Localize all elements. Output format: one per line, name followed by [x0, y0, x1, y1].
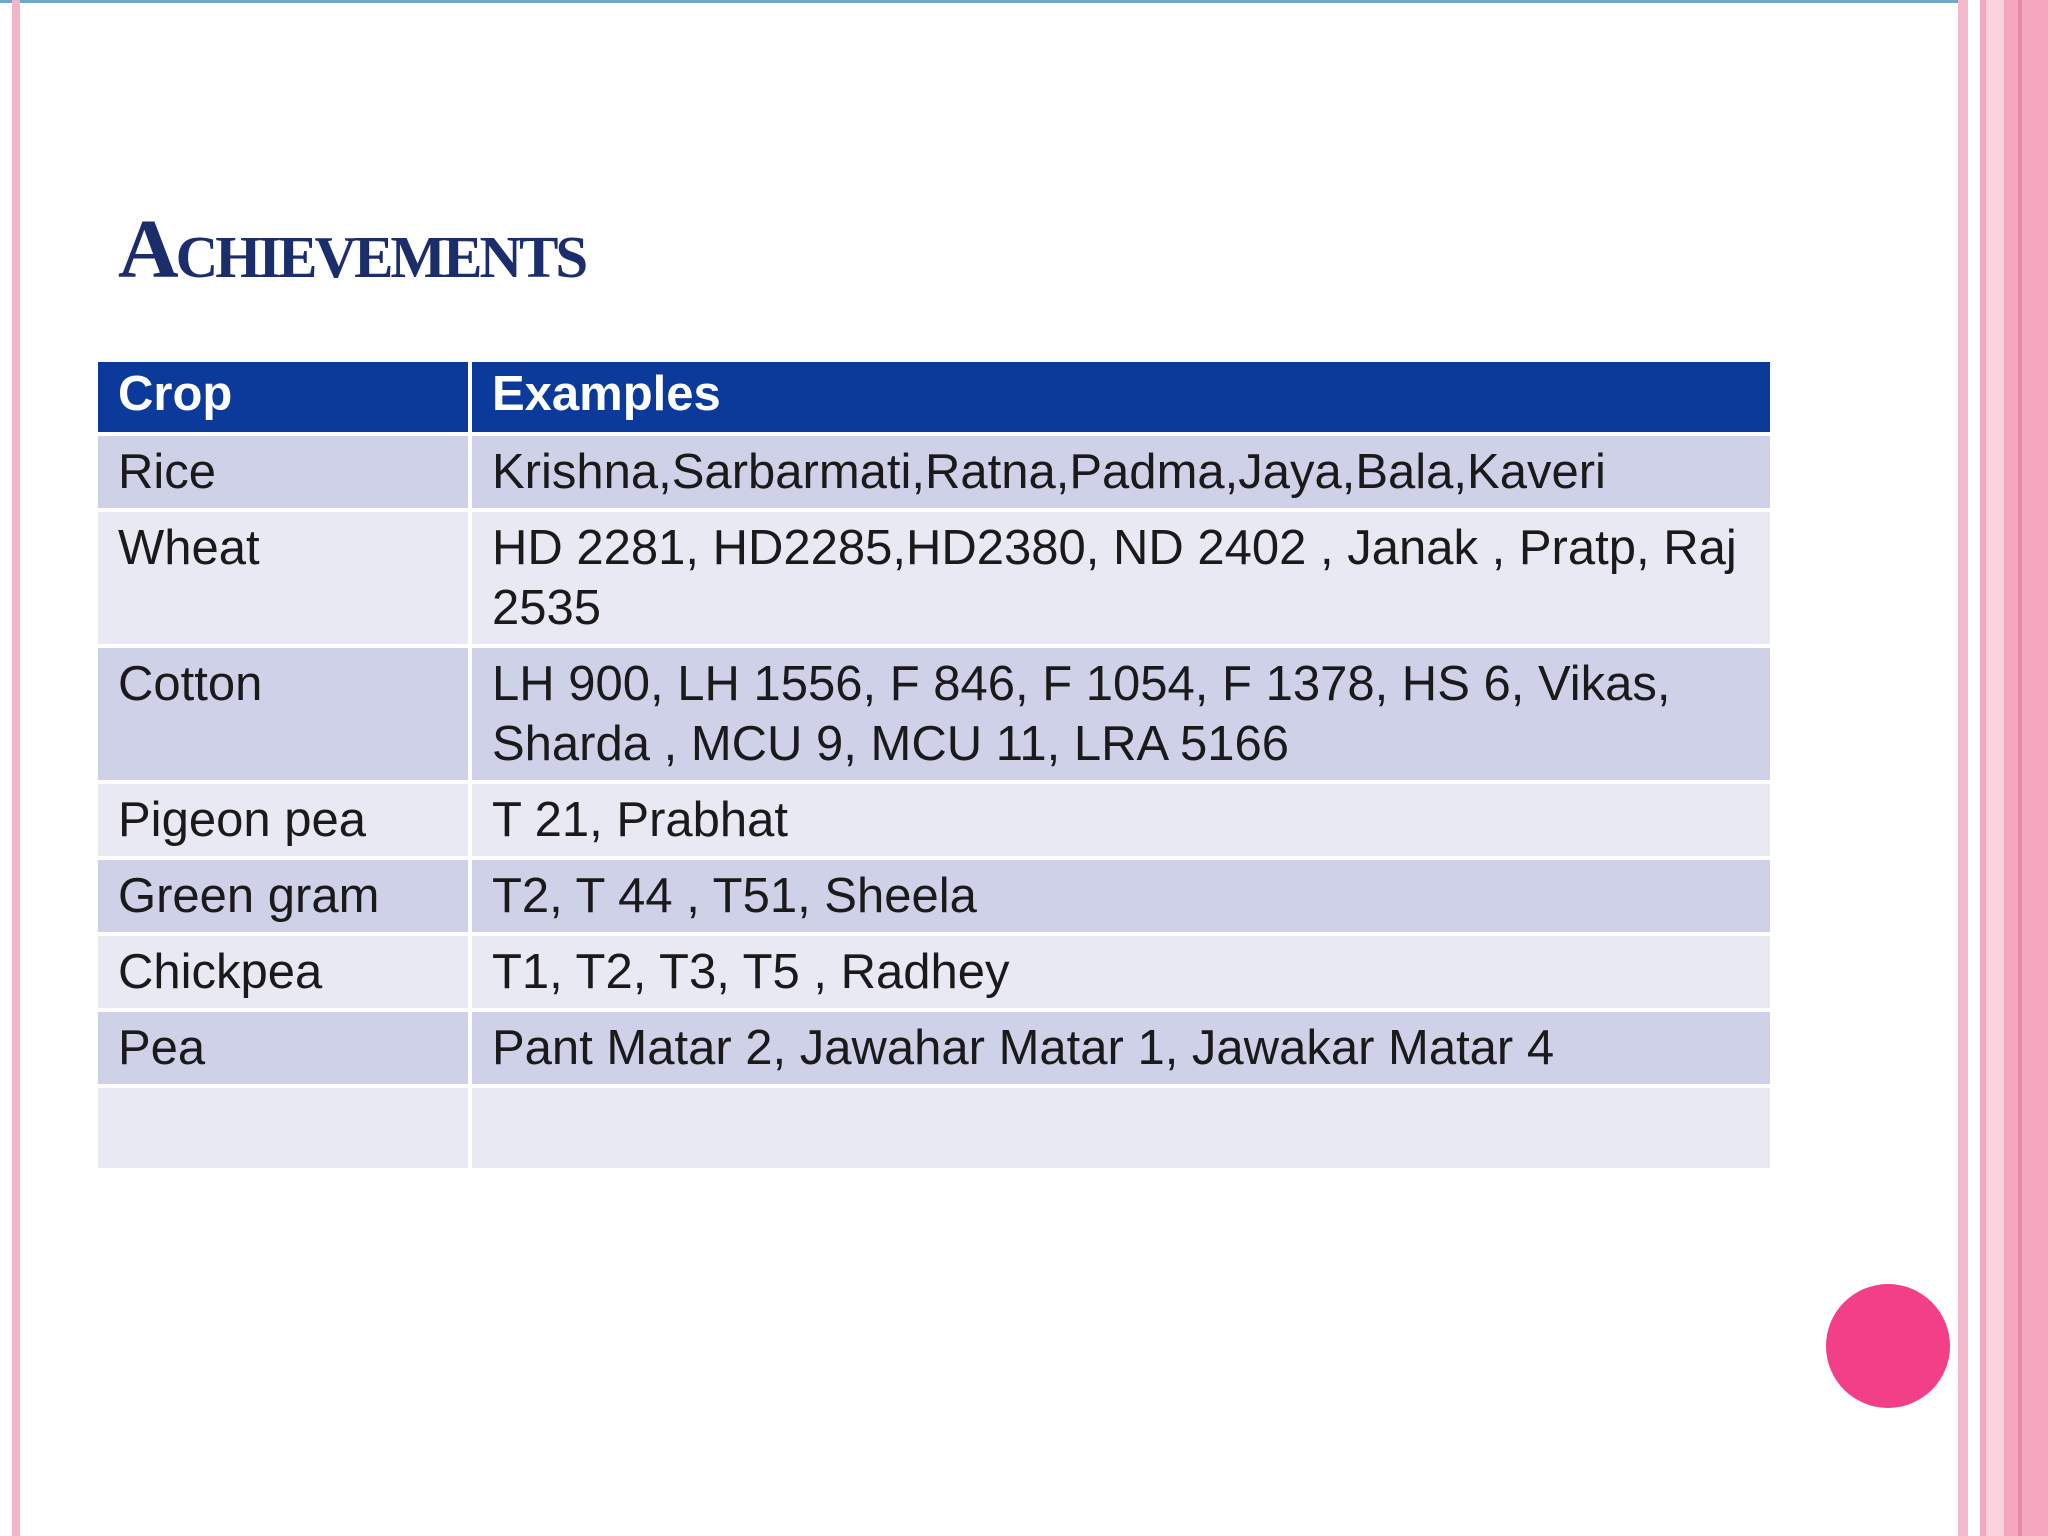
table-row [98, 510, 1772, 646]
crop-cell: Green gram [98, 858, 470, 934]
examples-cell: Krishna,Sarbarmati,Ratna,Padma,Jaya,Bala,Kaveri [470, 434, 1772, 510]
table-header-row [98, 362, 1772, 434]
examples-cell: T1, T2, T3, T5 , Radhey [470, 934, 1772, 1010]
right-decorative-band-edge [2004, 0, 2048, 1536]
examples-cell-empty [470, 1086, 1772, 1170]
examples-cell: T 21, Prabhat [470, 782, 1772, 858]
right-decorative-band-gap [1968, 0, 1980, 1536]
slide-title: Achievements [118, 203, 586, 296]
table-row [98, 782, 1772, 858]
examples-cell: Pant Matar 2, Jawahar Matar 1, Jawakar Matar 4 [470, 1010, 1772, 1086]
column-header-crop: Crop [98, 362, 470, 434]
table-row-empty [98, 1086, 1772, 1170]
crop-cell: Chickpea [98, 934, 470, 1010]
right-decorative-band-inner-line [2018, 0, 2022, 1536]
crop-cell: Pea [98, 1010, 470, 1086]
crop-varieties-table [98, 362, 1774, 1172]
crop-cell: Wheat [98, 510, 470, 646]
table-row [98, 434, 1772, 510]
crop-cell: Pigeon pea [98, 782, 470, 858]
crop-cell: Rice [98, 434, 470, 510]
table-row [98, 646, 1772, 782]
crop-cell: Cotton [98, 646, 470, 782]
left-decorative-stripe [12, 0, 20, 1536]
examples-cell: T2, T 44 , T51, Sheela [470, 858, 1772, 934]
table-row [98, 934, 1772, 1010]
table-row [98, 1010, 1772, 1086]
top-border-line [0, 0, 2048, 3]
crop-cell-empty [98, 1086, 470, 1170]
right-decorative-band-light [1986, 0, 2004, 1536]
examples-cell: LH 900, LH 1556, F 846, F 1054, F 1378, HS 6, Vikas, Sharda , MCU 9, MCU 11, LRA 5166 [470, 646, 1772, 782]
column-header-examples: Examples [470, 362, 1772, 434]
right-decorative-band [1958, 0, 1968, 1536]
table-row [98, 858, 1772, 934]
pink-circle-decoration [1826, 1284, 1950, 1408]
examples-cell: HD 2281, HD2285,HD2380, ND 2402 , Janak , Pratp, Raj 2535 [470, 510, 1772, 646]
